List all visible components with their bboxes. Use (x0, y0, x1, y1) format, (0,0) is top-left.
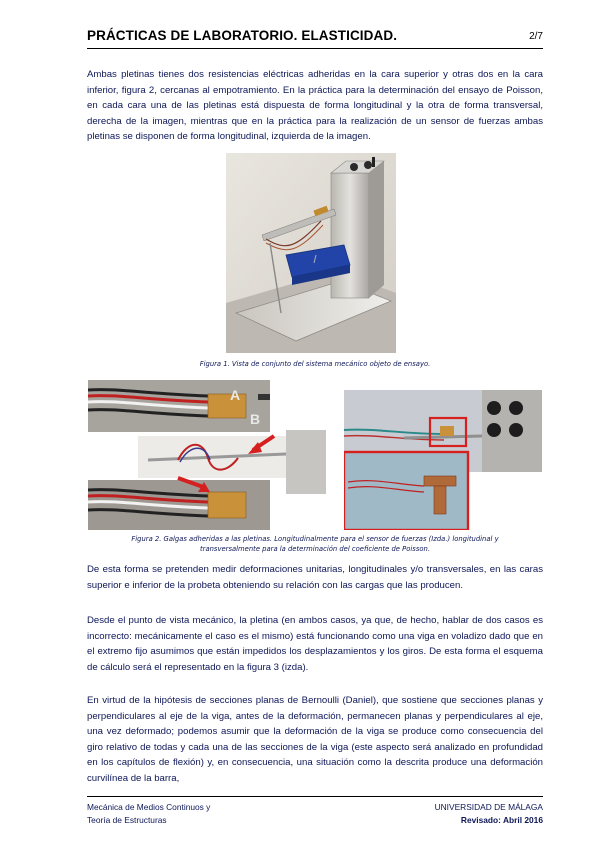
figure2-caption (87, 534, 543, 554)
page-footer (87, 796, 543, 825)
paragraph-measurement: De esta forma se pretenden medir deformaciones unitarias, longitudinales y/o transversales, en las caras superior e inferior de la probeta obteniendo su relación con las cargas que las producen. (87, 564, 543, 591)
document-title: PRÁCTICAS DE LABORATORIO. ELASTICIDAD. (87, 28, 398, 43)
figure2-caption-line1: Figura 2. Galgas adheridas a las pletinas. Longitudinalmente para el sensor de fuerzas (Izda.) longitudinal y (131, 535, 499, 543)
test-rig-image (226, 153, 396, 353)
figure2-caption-line2: transversalmente para la determinación del coeficiente de Poisson. (199, 545, 430, 553)
footer-institution (435, 801, 543, 826)
figure2-right-photo (344, 390, 542, 530)
gauges-transverse-image (344, 390, 542, 530)
paragraph-cantilever: Desde el punto de vista mecánico, la pletina (en ambos casos, ya que, de hecho, hablar de dos casos es incorrecto: mecánicamente el caso es el mismo) está funcionando como una viga en voladizo dado que en el extremo fijo asumimos que están impedidos los desplazamientos y los giros. De esta forma el esquema de cálculo será el representado en la figura 3 (izda). (87, 615, 543, 673)
footer-university: UNIVERSIDAD DE MÁLAGA (434, 802, 543, 812)
paragraph-intro: Ambas pletinas tienes dos resistencias eléctricas adheridas en la cara superior y otras dos en la cara inferior, figura 2, cercanas al empotramiento. En la práctica para la determinación del ensayo de Poisson, en cada cara una de las pletinas está dispuesta de forma longitudinal y la otra de forma transversal, derecha de la imagen, mientras que en la práctica para la realización de un sensor de fuerzas ambas pletinas se disponen de forma longitudinal, izquierda de la imagen. (87, 69, 543, 143)
label-b: B (250, 411, 261, 427)
paragraph-bernoulli: En virtud de la hipótesis de secciones planas de Bernoulli (Daniel), que sostiene que secciones planas y perpendiculares al eje de la viga, antes de la deformación, permanecen planas y perpendiculares al eje, una vez deformado; podemos asumir que la deformación de la viga se produce como consecuencia del giro relativo de todas y cada una de las secciones de la viga (este aspecto será analizado en profundidad en los capítulos de flexión) y, en consecuencia, una situación como la descrita produce una deformación curvilínea de la barra, (87, 695, 543, 784)
gauges-longitudinal-image (88, 380, 326, 530)
footer-course-line2: Teoría de Estructuras (87, 814, 167, 825)
figure1-photo (226, 153, 396, 353)
figure1-caption: Figura 1. Vista de conjunto del sistema mecánico objeto de ensayo. (199, 360, 431, 368)
footer-revision: Revisado: Abril 2016 (460, 814, 543, 825)
footer-course-line1: Mecánica de Medios Continuos y (87, 802, 211, 812)
highlight-box-zoom (344, 452, 468, 530)
footer-course (87, 801, 210, 826)
label-a: A (230, 387, 241, 403)
page-header (87, 26, 543, 49)
figure2-left-photo (88, 380, 326, 530)
page-number: 2/7 (529, 31, 543, 42)
